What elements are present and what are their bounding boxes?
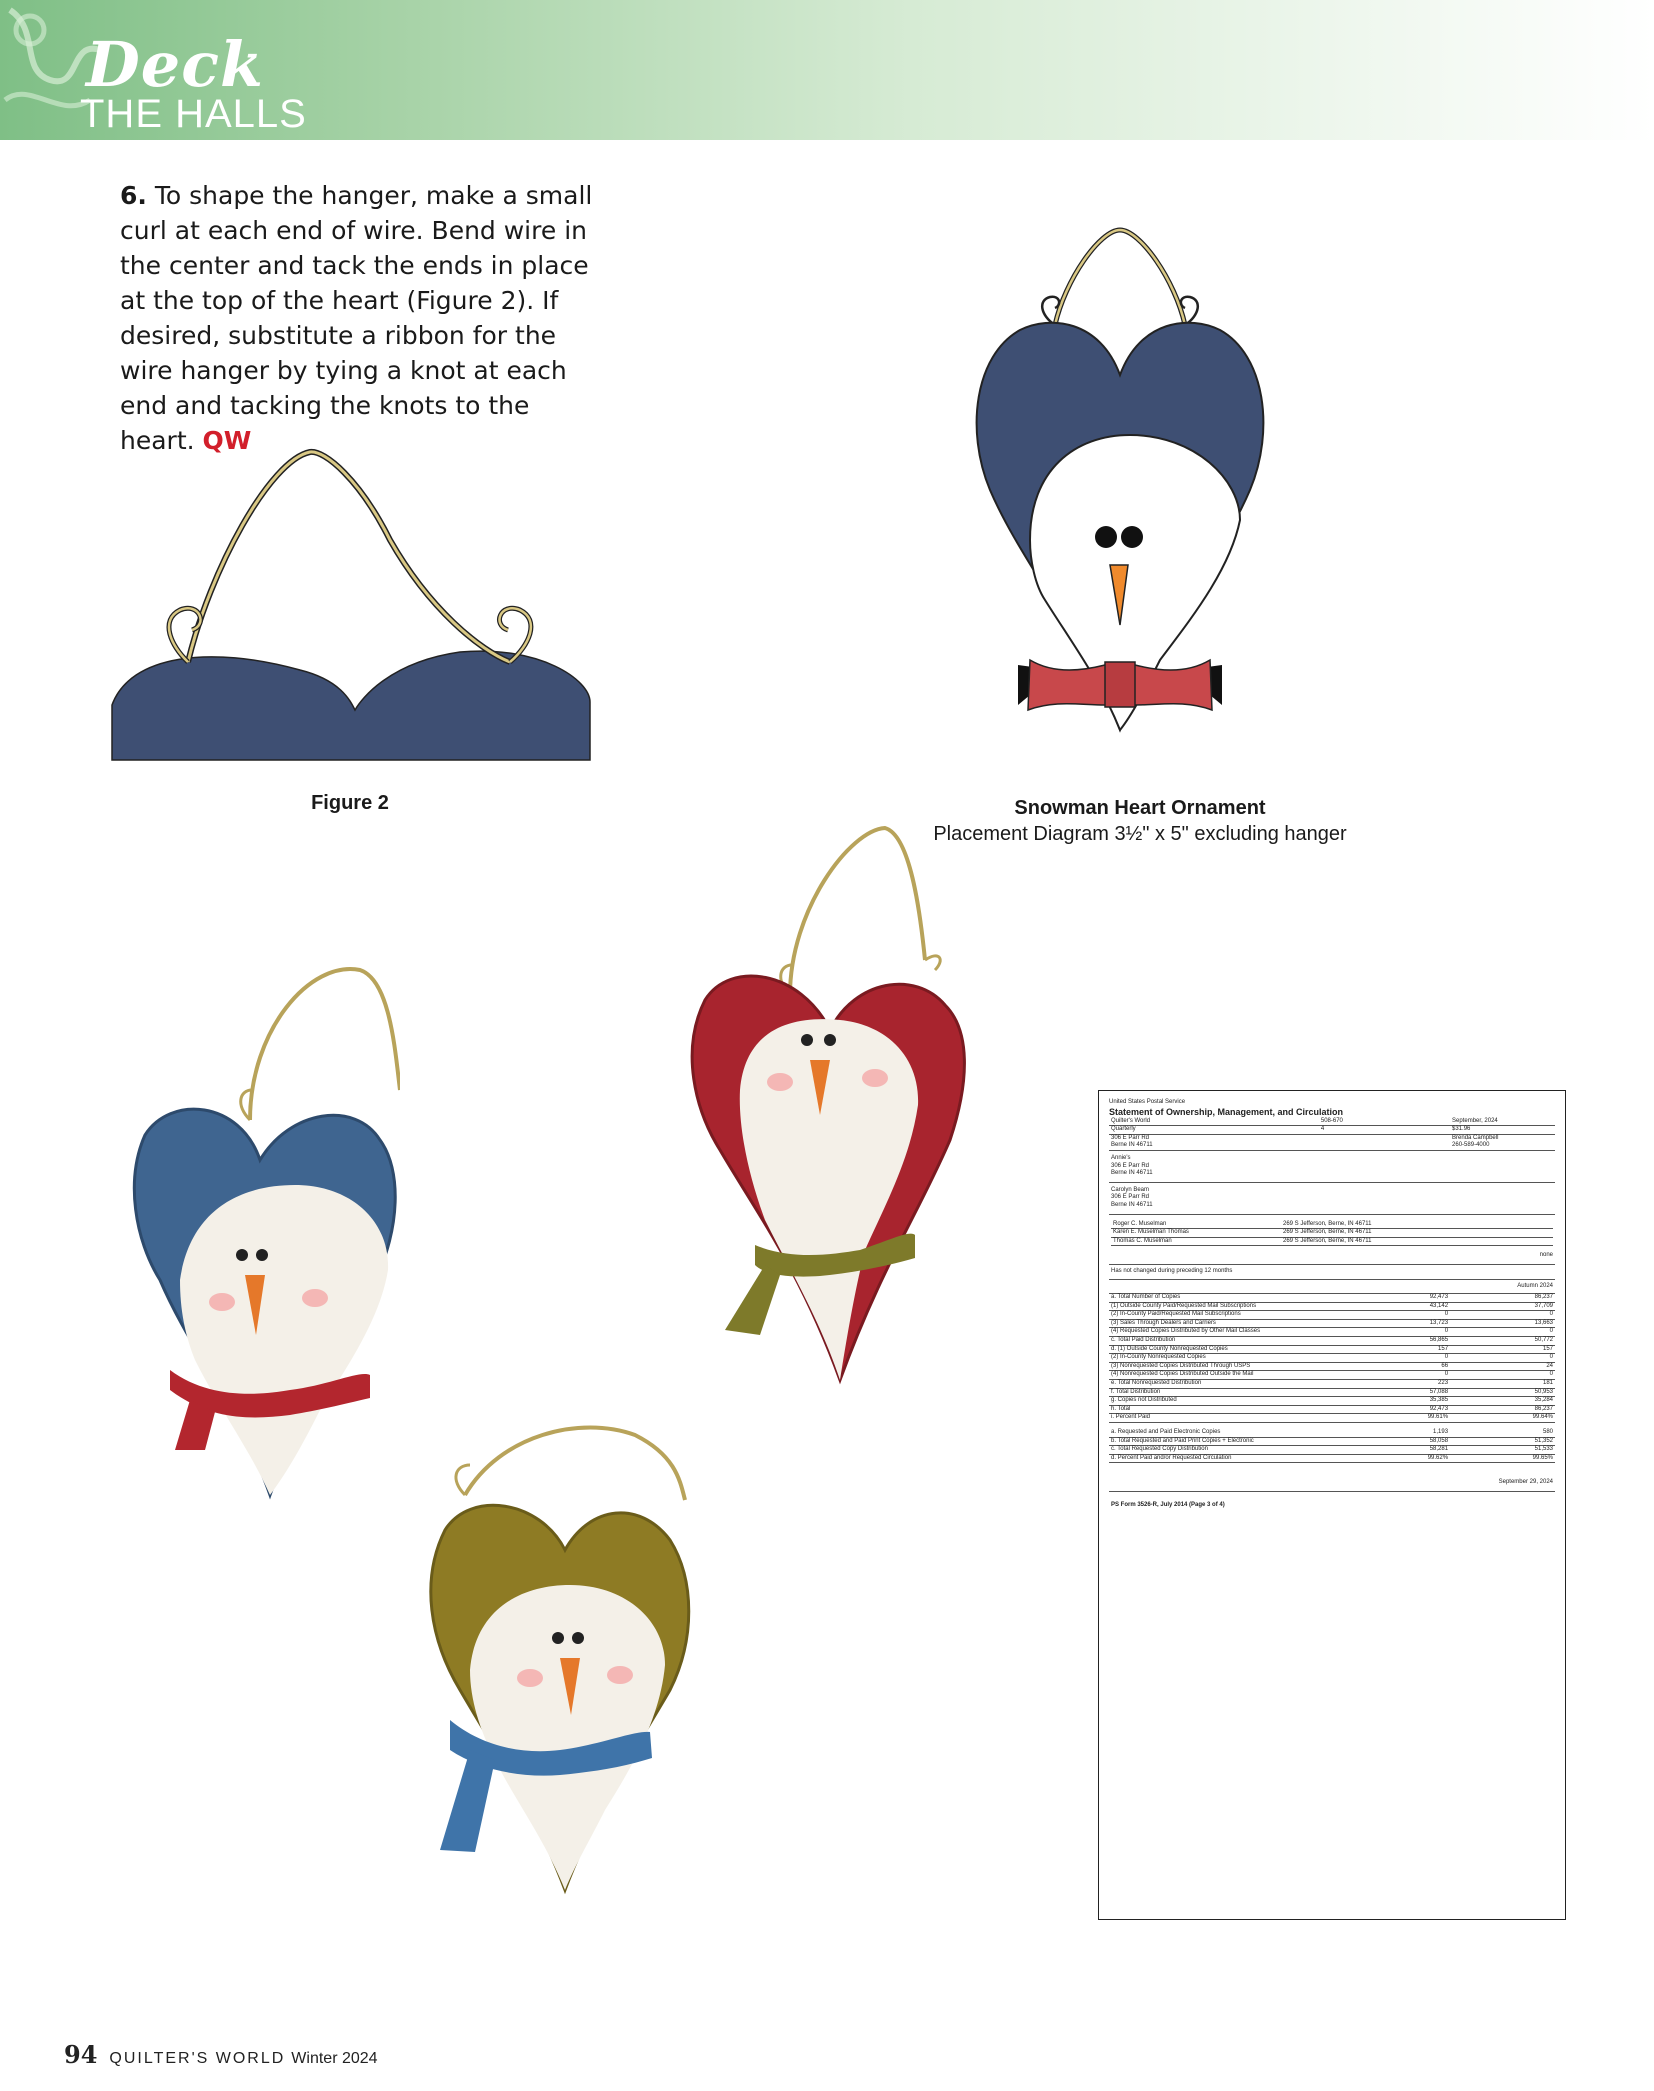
ps-form-signature-date: September 29, 2024: [1109, 1463, 1555, 1492]
page-number: 94: [64, 2040, 98, 2069]
qw-mark: QW: [202, 426, 252, 455]
form-table-row: b. Total Requested and Paid Print Copies + Electronic 58,058 51,352: [1109, 1438, 1555, 1447]
ps-form-row-1: Quilter's World 508-670 September, 2024: [1109, 1118, 1555, 1127]
snowman-placement-diagram: [960, 200, 1280, 740]
figure-2-caption: Figure 2: [311, 792, 389, 814]
photo-blue-ornament: [130, 950, 400, 1510]
snowman-diagram-title: Snowman Heart Ornament: [1014, 797, 1266, 819]
ps-form-circulation-table: [1109, 1294, 1555, 1423]
form-table-row: h. Total 92,473 86,237: [1109, 1406, 1555, 1415]
form-table-row: c. Total Requested Copy Distribution 58,281 51,533: [1109, 1446, 1555, 1455]
header-deck: Deck: [86, 28, 264, 101]
photo-green-ornament: [420, 1420, 710, 1900]
ps-form-row-2: Quarterly 4 $31.96: [1109, 1126, 1555, 1135]
ps-form-bondholders: none: [1109, 1248, 1555, 1265]
form-table-row: i. Percent Paid 99.61% 99.64%: [1109, 1414, 1555, 1423]
ps-form-agency: United States Postal Service: [1109, 1099, 1186, 1105]
form-table-row: e. Total Nonrequested Distribution 223 181: [1109, 1380, 1555, 1389]
photo-red-ornament: [670, 810, 970, 1390]
form-table-row: (4) Requested Copies Distributed by Other Mail Classes 0 0: [1109, 1328, 1555, 1337]
form-table-row: f. Total Distribution 57,088 50,953: [1109, 1389, 1555, 1398]
ps-form-3526: [1098, 1090, 1566, 1920]
instruction-step-6: [120, 178, 600, 458]
snowman-diagram-subtitle: Placement Diagram 3½" x 5" excluding hanger: [933, 823, 1347, 845]
wire-hanger-left: [1055, 230, 1120, 325]
form-table-row: (3) Nonrequested Copies Distributed Through USPS 66 24: [1109, 1363, 1555, 1372]
form-table-row: a. Requested and Paid Electronic Copies 1,193 580: [1109, 1429, 1555, 1438]
right-eye-icon: [1121, 526, 1143, 548]
form-table-row: g. Copies not Distributed 35,385 35,284: [1109, 1397, 1555, 1406]
form-table-row: d. Percent Paid and/or Requested Circulation 99.62% 99.65%: [1109, 1455, 1555, 1464]
form-table-row: (4) Nonrequested Copies Distributed Outside the Mail 0 0: [1109, 1371, 1555, 1380]
ps-form-tax-status: Has not changed during preceding 12 months: [1109, 1265, 1555, 1280]
form-table-row: (2) In-County Paid/Requested Mail Subscriptions 0 0: [1109, 1311, 1555, 1320]
step-number: 6.: [120, 181, 147, 210]
ps-form-id: PS Form 3526-R, July 2014 (Page 3 of 4): [1111, 1501, 1225, 1508]
form-table-row: d. (1) Outside County Nonrequested Copies 157 157: [1109, 1346, 1555, 1355]
left-eye-icon: [1095, 526, 1117, 548]
magazine-name: QUILTER'S WORLD: [109, 2050, 286, 2067]
form-table-row: c. Total Paid Distribution 56,865 50,772: [1109, 1337, 1555, 1346]
blue-ornament-face: [180, 1185, 388, 1495]
wire-hanger-right: [1120, 230, 1185, 325]
wire-hanger: [188, 452, 510, 662]
ps-form-electronic-table: [1109, 1429, 1555, 1463]
figure-2-diagram: [100, 440, 610, 780]
ps-form-issue-date: Autumn 2024: [1109, 1280, 1555, 1295]
ps-form-publisher: Annie's 306 E Parr Rd Berne IN 46711: [1109, 1151, 1555, 1183]
page-footer: [64, 2040, 378, 2069]
form-table-row: (1) Outside County Paid/Requested Mail Subscriptions 43,142 37,709: [1109, 1303, 1555, 1312]
ps-form-editor: Carolyn Beam 306 E Parr Rd Berne IN 46711: [1109, 1183, 1555, 1215]
heart-top-shape: [112, 651, 590, 760]
form-table-row: (3) Sales Through Dealers and Carriers 13,723 13,663: [1109, 1320, 1555, 1329]
ps-form-owners: Roger C. Muselman 269 S Jefferson, Berne, IN 46711 Karen E. Muselman Thomas 269 S Jefferson, Berne, IN 46711 Thomas C. Muselman 269 S Jefferson, Berne, IN 46711: [1109, 1215, 1555, 1249]
step-text: To shape the hanger, make a small curl at each end of wire. Bend wire in the center and tack the ends in place at the top of the heart (Figure 2). If desired, substitute a ribbon for the wire hanger by tying a knot at each end and tacking the knots to the heart.: [120, 181, 593, 455]
scarf-knot: [1105, 662, 1135, 707]
ps-form-title: Statement of Ownership, Management, and Circulation: [1109, 1106, 1344, 1117]
form-table-row: (2) In-County Nonrequested Copies 0 0: [1109, 1354, 1555, 1363]
header-the-halls: THE HALLS: [80, 92, 307, 136]
form-table-row: a. Total Number of Copies 92,473 86,237: [1109, 1294, 1555, 1303]
ps-form-row-3: 306 E Parr Rd Berne IN 46711 Brenda Campbell 260-589-4000: [1109, 1135, 1555, 1151]
issue-label: Winter 2024: [291, 2050, 378, 2067]
